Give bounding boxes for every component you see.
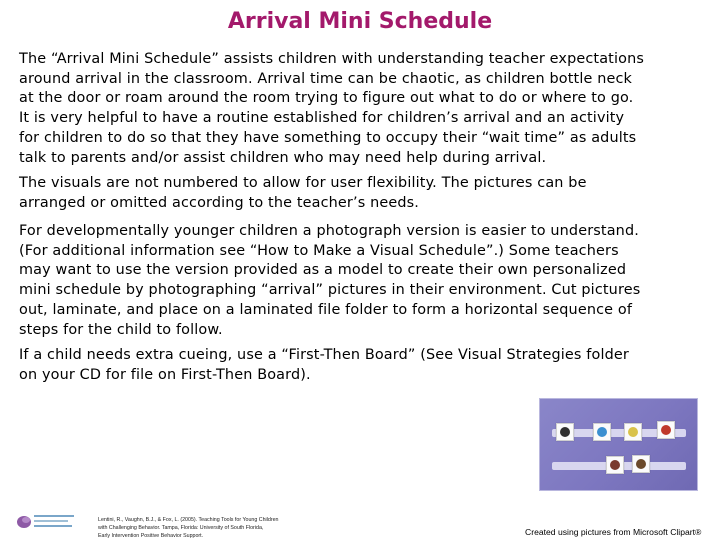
schedule-card — [624, 423, 642, 441]
schedule-card — [632, 455, 650, 473]
mini-schedule-photo — [539, 398, 698, 491]
clipart-credit: Created using pictures from Microsoft Clipart® — [525, 527, 702, 537]
schedule-card — [606, 456, 624, 474]
citation-text: Lentini, R., Vaughn, B.J., & Fox, L. (2005). Teaching Tools for Young Children with Challenging Behavior. Tampa, Florida: University of South Florida, Early Intervention Positive Behavior Support. — [98, 517, 279, 539]
organization-logo — [16, 512, 78, 532]
younger-children-paragraph: For developmentally younger children a photograph version is easier to understand. (For additional information see “How to Make a Visual Schedule”.) Some teachers may want to use the version provided as a model to create their own personalized mini schedule by photographing “arrival” pictures in their environment. Cut pictures out, laminate, and place on a laminated file folder to form a horizontal sequence of steps for the child to follow. — [19, 223, 641, 338]
flexibility-paragraph: The visuals are not numbered to allow for user flexibility. The pictures can be arranged or omitted according to the teacher’s needs. — [19, 175, 587, 211]
page-title: Arrival Mini Schedule — [227, 9, 493, 34]
extra-cueing-paragraph: If a child needs extra cueing, use a “First-Then Board” (See Visual Strategies folder on your CD for file on First-Then Board). — [19, 347, 629, 383]
schedule-card — [657, 421, 675, 439]
intro-paragraph: The “Arrival Mini Schedule” assists children with understanding teacher expectations around arrival in the classroom. Arrival time can be chaotic, as children bottle neck at the door or roam around the room trying to figure out what to do or where to go. It is very helpful to have a routine established for children’s arrival and an activity for children to do so that they have something to occupy their “wait time” as adults talk to parents and/or assist children who may need help during arrival. — [19, 51, 644, 166]
schedule-card — [593, 423, 611, 441]
schedule-card — [556, 423, 574, 441]
